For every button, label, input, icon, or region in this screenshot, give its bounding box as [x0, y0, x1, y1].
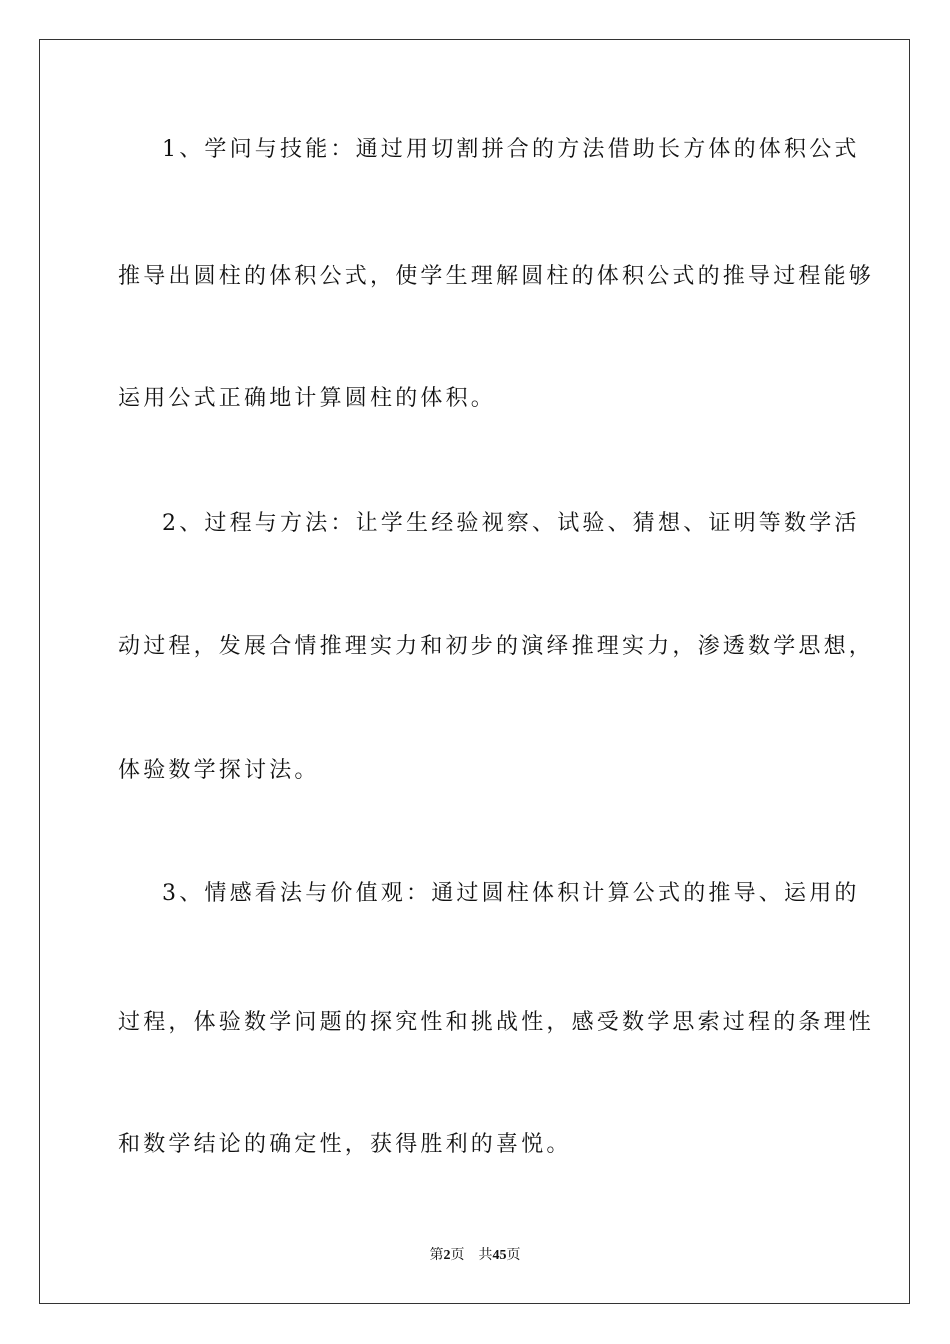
page-border: [39, 39, 910, 1304]
total-suffix: 页: [506, 1248, 521, 1263]
paragraph-2-line-2: 动过程，发展合情推理实力和初步的演绎推理实力，渗透数学思想，: [118, 634, 875, 659]
paragraph-1-line-2: 推导出圆柱的体积公式，使学生理解圆柱的体积公式的推导过程能够: [118, 264, 875, 289]
page-prefix: 第: [429, 1248, 444, 1263]
paragraph-3-line-2: 过程，体验数学问题的探究性和挑战性，感受数学思索过程的条理性: [118, 1010, 875, 1035]
paragraph-2-line-3: 体验数学探讨法。: [118, 758, 320, 783]
paragraph-3-line-3: 和数学结论的确定性，获得胜利的喜悦。: [118, 1132, 572, 1157]
total-pages: 45: [492, 1248, 507, 1263]
page-suffix: 页: [450, 1248, 465, 1263]
page-footer: [0, 1246, 950, 1266]
total-prefix: 共: [478, 1248, 493, 1263]
paragraph-3-line-1: 3、情感看法与价值观：通过圆柱体积计算公式的推导、运用的: [162, 881, 860, 906]
page-number: 2: [443, 1248, 451, 1263]
paragraph-2-line-1: 2、过程与方法：让学生经验视察、试验、猜想、证明等数学活: [162, 511, 860, 536]
paragraph-1-line-3: 运用公式正确地计算圆柱的体积。: [118, 386, 497, 411]
paragraph-1-line-1: 1、学问与技能：通过用切割拼合的方法借助长方体的体积公式: [162, 137, 860, 162]
